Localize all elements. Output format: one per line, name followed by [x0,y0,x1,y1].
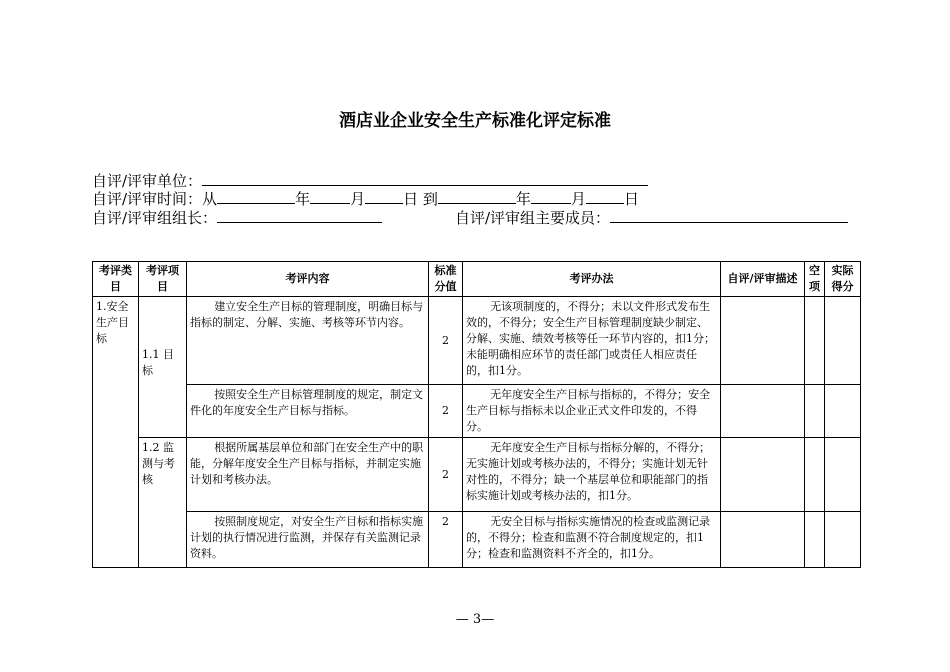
content-cell: 按照制度规定，对安全生产目标和指标实施计划的执行情况进行监测，并保存有关监测记录资料。 [187,512,429,568]
content-cell: 根据所属基层单位和部门在安全生产中的职能，分解年度安全生产目标与指标，并制定实施计划和考核办法。 [187,438,429,512]
content-cell: 按照安全生产目标管理制度的规定，制定文件化的年度安全生产目标与指标。 [187,385,429,438]
start-day-blank [365,189,403,204]
header-actual-score: 实际得分 [825,262,861,297]
end-day-blank [586,189,624,204]
table-row [93,297,861,385]
year-label: 年 [295,190,311,208]
score-cell: 2 [429,297,463,385]
empty-cell [805,297,825,385]
unit-label: 自评/评审单位： [92,172,203,190]
item-text-1: 1.1 目标 [142,348,174,377]
header-description: 自评/评审描述 [721,262,805,297]
item-cell-2: 1.2 监测与考核 [139,438,187,568]
start-month-blank [310,189,350,204]
method-cell: 无年度安全生产目标与指标的，不得分；安全生产目标与指标未以企业正式文件印发的，不得分。 [463,385,721,438]
score-cell: 2 [429,438,463,512]
description-cell [721,385,805,438]
header-category: 考评类目 [93,262,139,297]
table-row [93,438,861,512]
unit-blank [202,171,648,186]
end-month-blank [531,189,571,204]
header-content: 考评内容 [187,262,429,297]
page-number: — 3— [455,612,495,627]
method-cell: 无安全目标与指标实施情况的检查或监测记录的，不得分；检查和监测不符合制度规定的，扣1分；检查和监测资料不齐全的，扣1分。 [463,512,721,568]
start-year-blank [217,189,295,204]
time-label: 自评/评审时间：从 [92,190,218,208]
month-label-2: 月 [570,190,586,208]
table-row [93,512,861,568]
item-cell-1 [139,297,187,438]
leader-label: 自评/评审组组长： [92,209,218,227]
members-label: 自评/评审组主要成员： [455,209,611,227]
actual-score-cell [825,512,861,568]
to-label: 到 [422,190,438,208]
score-cell: 2 [429,385,463,438]
actual-score-cell [825,297,861,385]
time-line [92,189,639,208]
day-label: 日 [403,190,419,208]
content-cell: 建立安全生产目标的管理制度，明确目标与指标的制定、分解、实施、考核等环节内容。 [187,297,429,385]
unit-line [92,171,648,190]
members-blank [610,208,848,223]
actual-score-cell [825,385,861,438]
method-cell: 无年度安全生产目标与指标分解的，不得分；无实施计划或考核办法的，不得分；实施计划无针对性的，不得分；缺一个基层单位和职能部门的指标实施计划或考核办法的，扣1分。 [463,438,721,512]
header-method: 考评办法 [463,262,721,297]
header-empty: 空项 [805,262,825,297]
table-header-row [93,262,861,297]
page-title: 酒店业企业安全生产标准化评定标准 [339,111,611,131]
month-label: 月 [350,190,366,208]
description-cell [721,438,805,512]
category-cell: 1.安全生产目标 [93,297,139,568]
members-line [455,208,848,227]
day-label-2: 日 [623,190,639,208]
empty-cell [805,512,825,568]
empty-cell [805,438,825,512]
evaluation-table [92,261,861,568]
description-cell [721,512,805,568]
end-year-blank [438,189,516,204]
header-item: 考评项目 [139,262,187,297]
header-score: 标准分值 [429,262,463,297]
actual-score-cell [825,438,861,512]
leader-blank [217,208,382,223]
score-cell: 2 [429,512,463,568]
method-cell: 无该项制度的，不得分；未以文件形式发布生效的，不得分；安全生产目标管理制度缺少制定、分解、实施、绩效考核等任一环节内容的，扣1分；未能明确相应环节的责任部门或责任人相应责任的，扣1分。 [463,297,721,385]
empty-cell [805,385,825,438]
table-row [93,385,861,438]
leader-line [92,208,382,227]
description-cell [721,297,805,385]
year-label-2: 年 [515,190,531,208]
